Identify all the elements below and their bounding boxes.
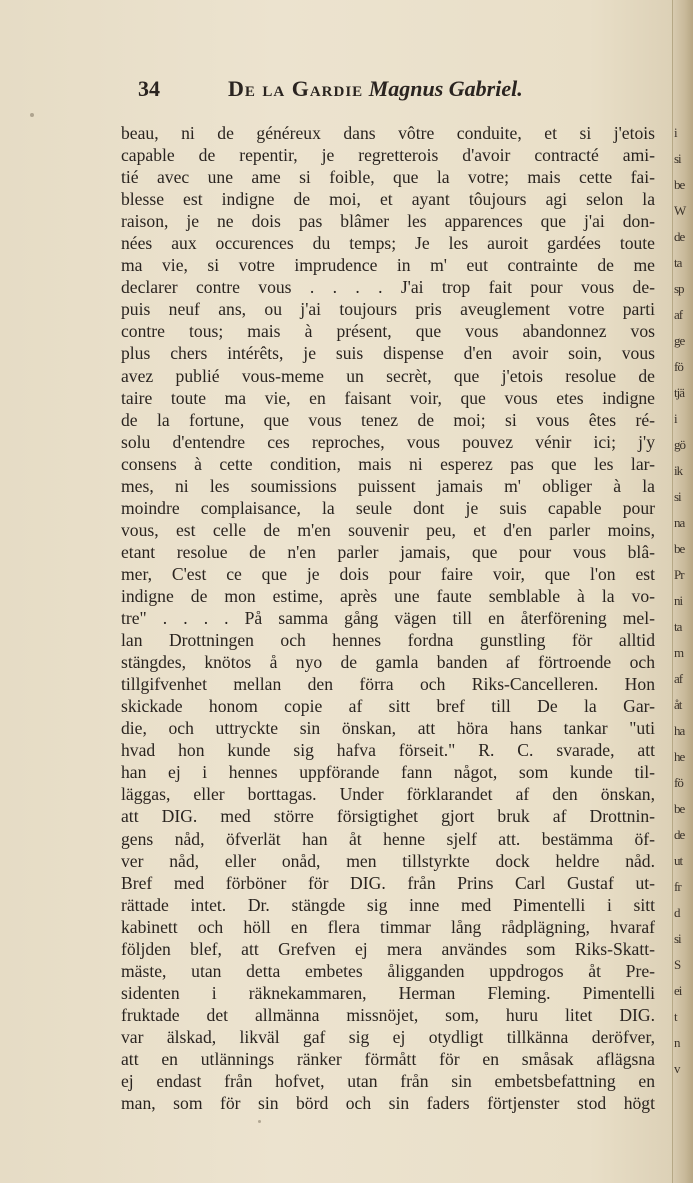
text-line: capable de repentir, je regretterois d'avoir contracté ami- <box>121 145 655 166</box>
text-line: beau, ni de généreux dans vôtre conduite, et si j'etois <box>121 123 655 143</box>
text-line: plus chers intérêts, je suis dispense d'en avoir soin, vous <box>121 343 655 364</box>
text-line: vous, est celle de m'en souvenir peu, et d'en parler moins, <box>121 519 655 540</box>
running-title-name: De la Gardie <box>228 76 364 101</box>
text-line: ej endast från hofvet, utan från sin embetsbefattning en <box>121 1071 655 1092</box>
adjacent-page-edge <box>672 0 693 1183</box>
paper-speck <box>30 113 34 117</box>
text-line: att en utlännings ränker förmått för en småsak aflägsna <box>121 1048 655 1069</box>
text-line: stängdes, knötos å nyo de gamla banden af förtroende och <box>121 652 655 673</box>
text-line: hvad hon kunde sig hafva förseit." R. C. svarade, att <box>121 740 655 761</box>
text-line: raison, je ne dois pas blâmer les apparences que j'ai don- <box>121 211 655 232</box>
text-line: fruktade det allmänna missnöjet, som, huru litet DIG. <box>121 1004 655 1025</box>
text-line: nées aux occurences du temps; Je les auroit gardées toute <box>121 233 655 254</box>
text-line: man, som för sin börd och sin faders förtjenster stod högt <box>121 1093 655 1114</box>
text-line: skickade honom copie af sitt bref till De la Gar- <box>121 696 655 717</box>
running-title <box>228 76 523 102</box>
text-line: blesse est indigne de moi, et ayant tôujours agi selon la <box>121 189 655 210</box>
text-line: Bref med förböner för DIG. från Prins Carl Gustaf ut- <box>121 872 655 893</box>
text-line: att DIG. med större försigtighet gjort bruk af Drottnin- <box>121 806 655 827</box>
body-text <box>121 122 655 1114</box>
text-line: solu d'entendre ces reproches, vous pouvez vénir ici; j'y <box>121 431 655 452</box>
adjacent-page-margin-text: i si be W de ta sp af ge fö tjä i gö ik si na be Pr ni ta m af åt ha he fö be de ut fr d si S ei t n v <box>674 125 686 1076</box>
text-line: mes, ni les soumissions puissent jamais m' obliger à la <box>121 475 655 496</box>
text-line: indigne de mon estime, après une faute semblable à la vo- <box>121 585 655 606</box>
text-line: etant resolue de n'en parler jamais, que pour vous blâ- <box>121 541 655 562</box>
text-line: declarer contre vous . . . . J'ai trop fait pour vous de- <box>121 277 655 298</box>
text-line: han ej i hennes uppförande fann något, som kunde til- <box>121 762 655 783</box>
text-line: gens nåd, öfverlät han åt henne sjelf att. bestämma öf- <box>121 828 655 849</box>
paper-speck <box>258 1120 261 1123</box>
page-header <box>138 76 558 106</box>
text-line: sidenten i räknekammaren, Herman Fleming. Pimentelli <box>121 982 655 1003</box>
text-line: tié avec une ame si foible, que la votre; mais cette fai- <box>121 167 655 188</box>
text-line: die, och uttryckte sin önskan, att höra hans tankar "uti <box>121 718 655 739</box>
text-line: rättade intet. Dr. stängde sig inne med Pimentelli i sitt <box>121 894 655 915</box>
page-number: 34 <box>138 76 160 101</box>
text-line: ma vie, si votre imprudence in m' eut contrainte de me <box>121 255 655 276</box>
text-line: tillgifvenhet mellan den förra och Riks-Cancelleren. Hon <box>121 674 655 695</box>
text-line: puis neuf ans, ou j'ai toujours pris aveuglement votre parti <box>121 299 655 320</box>
text-line: taire toute ma vie, en faisant voir, que vous etes indigne <box>121 387 655 408</box>
text-line: consens à cette condition, mais ni esperez pas que les lar- <box>121 453 655 474</box>
text-line: mäste, utan detta embetes åligganden uppdrogos åt Pre- <box>121 960 655 981</box>
text-line: kabinett och höll en flera timmar lång rådplägning, hvaraf <box>121 916 655 937</box>
text-line: följden blef, att Grefven ej mera användes som Riks-Skatt- <box>121 938 655 959</box>
text-line: lan Drottningen och hennes fordna gunstling för alltid <box>121 630 655 651</box>
text-line: de la fortune, que vous tenez de moi; si vous êtes ré- <box>121 409 655 430</box>
text-line: läggas, eller borttagas. Under förklarandet af den önskan, <box>121 784 655 805</box>
text-line: contre tous; mais à présent, que vous abandonnez vos <box>121 321 655 342</box>
text-line: avez publié vous-meme un secrèt, que j'etois resolue de <box>121 365 655 386</box>
text-line: var älskad, likväl gaf sig ej otydligt tillkänna deröfver, <box>121 1026 655 1047</box>
text-line: mer, C'est ce que je dois pour faire voir, que l'on est <box>121 563 655 584</box>
running-title-person: Magnus Gabriel. <box>368 76 523 101</box>
text-line: ver nåd, eller onåd, men tillstyrkte dock heldre nåd. <box>121 850 655 871</box>
text-line: moindre complaisance, la seule dont je suis capable pour <box>121 497 655 518</box>
text-line: tre" . . . . På samma gång vägen till en återförening mel- <box>121 608 655 629</box>
